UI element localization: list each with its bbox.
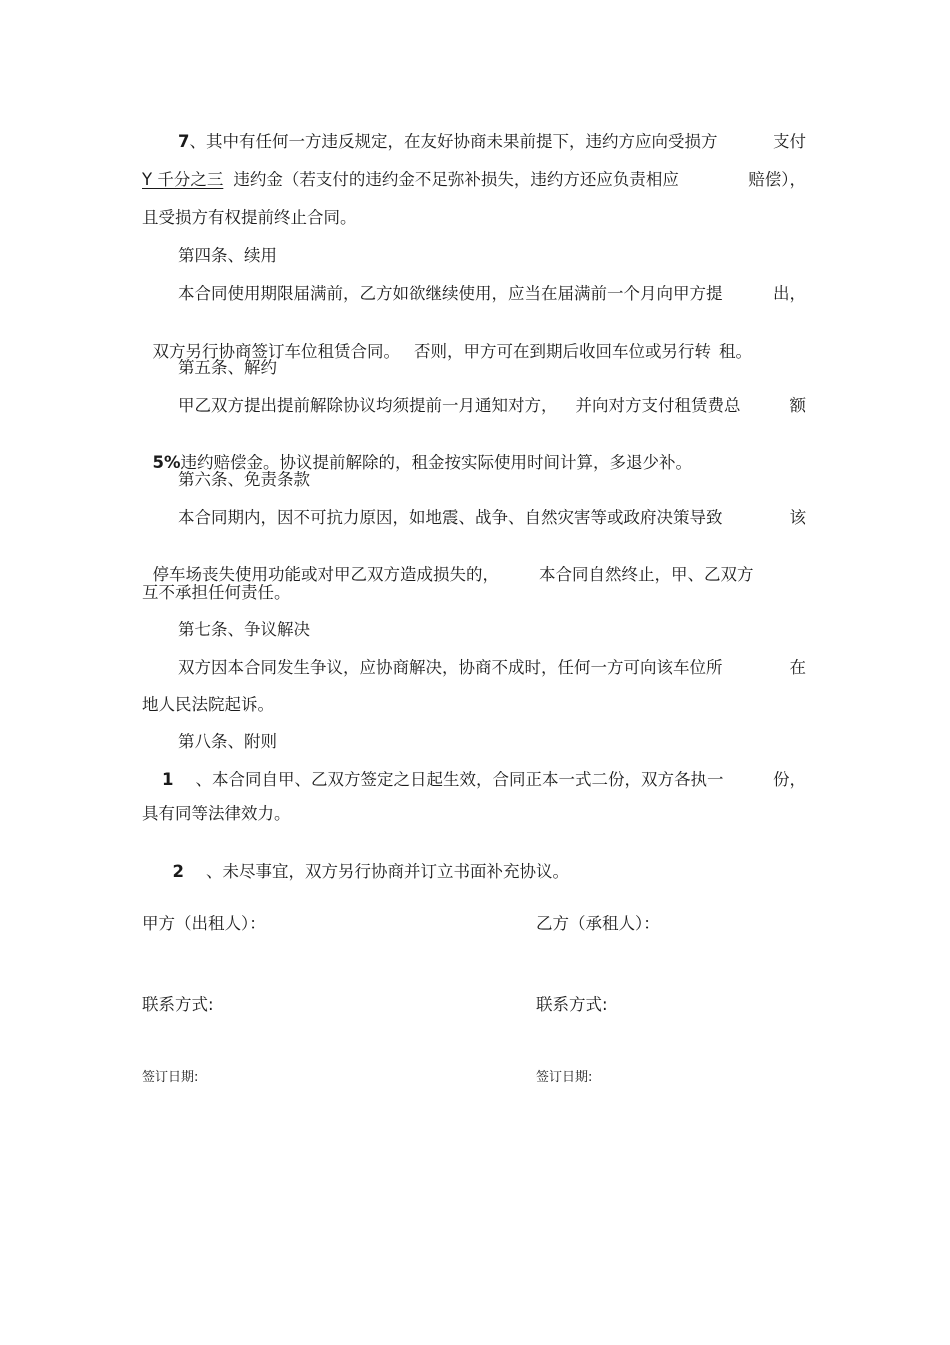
- article-5-line-1: [142, 396, 806, 416]
- clause-text: 在: [789, 658, 806, 677]
- clause-text: 、本合同自甲、乙双方签定之日起生效，合同正本一式二份，双方各执一: [195, 770, 724, 789]
- article-5-heading: 第五条、解约: [178, 358, 277, 377]
- clause-text: 本合同自然终止，甲、乙双方: [539, 565, 754, 584]
- clause-text: 本合同期内，因不可抗力原因，如地震、战争、自然灾害等或政府决策导致: [178, 508, 723, 527]
- party-a-contact-label: 联系方式:: [142, 995, 214, 1014]
- article-4-line-2: [142, 322, 752, 362]
- clause-number: 7: [178, 132, 190, 151]
- clause-text: 双方另行协商签订车位租赁合同。: [152, 342, 400, 361]
- article-8-heading: 第八条、附则: [178, 732, 277, 751]
- clause-text: 并向对方支付租赁费总: [575, 396, 741, 415]
- clause-text: 份，: [773, 770, 806, 789]
- clause-text: 甲乙双方提出提前解除协议均须提前一月通知对方，: [178, 396, 558, 415]
- clause-text: 双方因本合同发生争议，应协商解决，协商不成时，任何一方可向该车位所: [178, 658, 723, 677]
- article-7-line-1: [142, 658, 806, 678]
- clause-text: 否则，甲方可在到期后收回车位或另行转: [414, 342, 711, 361]
- party-b-date-label: 签订日期:: [536, 1070, 593, 1085]
- article-7-heading: 第七条、争议解决: [178, 620, 310, 639]
- article-7-line-2: 地人民法院起诉。: [142, 695, 274, 714]
- article-6-line-3: 互不承担任何责任。: [142, 583, 291, 602]
- clause-text: 额: [789, 396, 806, 415]
- item-number: 1: [162, 770, 174, 789]
- clause-7-line-1: [142, 132, 806, 152]
- party-a-label: 甲方（出租人）：: [142, 914, 266, 933]
- clause-text: 支付: [773, 132, 806, 151]
- clause-text: 该: [789, 508, 806, 527]
- penalty-rate: Y 千分之三: [142, 170, 224, 189]
- clause-text: 出，: [773, 284, 806, 303]
- article-8-item-2: [142, 842, 569, 882]
- clause-text: 停车场丧失使用功能或对甲乙双方造成损失的，: [152, 565, 499, 584]
- clause-text: 违约赔偿金。协议提前解除的，租金按实际使用时间计算，多退少补。: [180, 453, 693, 472]
- article-8-item-1: [142, 770, 806, 790]
- clause-7-line-2: [142, 170, 806, 190]
- article-6-line-1: [142, 508, 806, 528]
- article-6-line-2: [142, 545, 754, 585]
- party-a-date-label: 签订日期:: [142, 1070, 199, 1085]
- clause-text: 赔偿），: [748, 170, 806, 189]
- article-4-heading: 第四条、续用: [178, 246, 277, 265]
- clause-text: 、未尽事宜，双方另行协商并订立书面补充协议。: [205, 862, 569, 881]
- clause-text: 违约金（若支付的违约金不足弥补损失，违约方还应负责相应: [233, 170, 679, 189]
- article-5-line-2: [142, 433, 692, 473]
- clause-text: 、其中有任何一方违反规定，在友好协商未果前提下，违约方应向受损方: [189, 132, 718, 151]
- clause-text: 本合同使用期限届满前，乙方如欲继续使用，应当在届满前一个月向甲方提: [178, 284, 723, 303]
- article-4-line-1: [142, 284, 806, 304]
- article-8-item-1-line-2: 具有同等法律效力。: [142, 804, 291, 823]
- clause-text: 租。: [719, 342, 752, 361]
- penalty-percentage: 5%: [152, 453, 181, 472]
- party-b-contact-label: 联系方式:: [536, 995, 608, 1014]
- article-6-heading: 第六条、免责条款: [178, 470, 310, 489]
- item-number: 2: [172, 862, 184, 881]
- clause-7-line-3: 且受损方有权提前终止合同。: [142, 208, 357, 227]
- party-b-label: 乙方（承租人）：: [536, 914, 660, 933]
